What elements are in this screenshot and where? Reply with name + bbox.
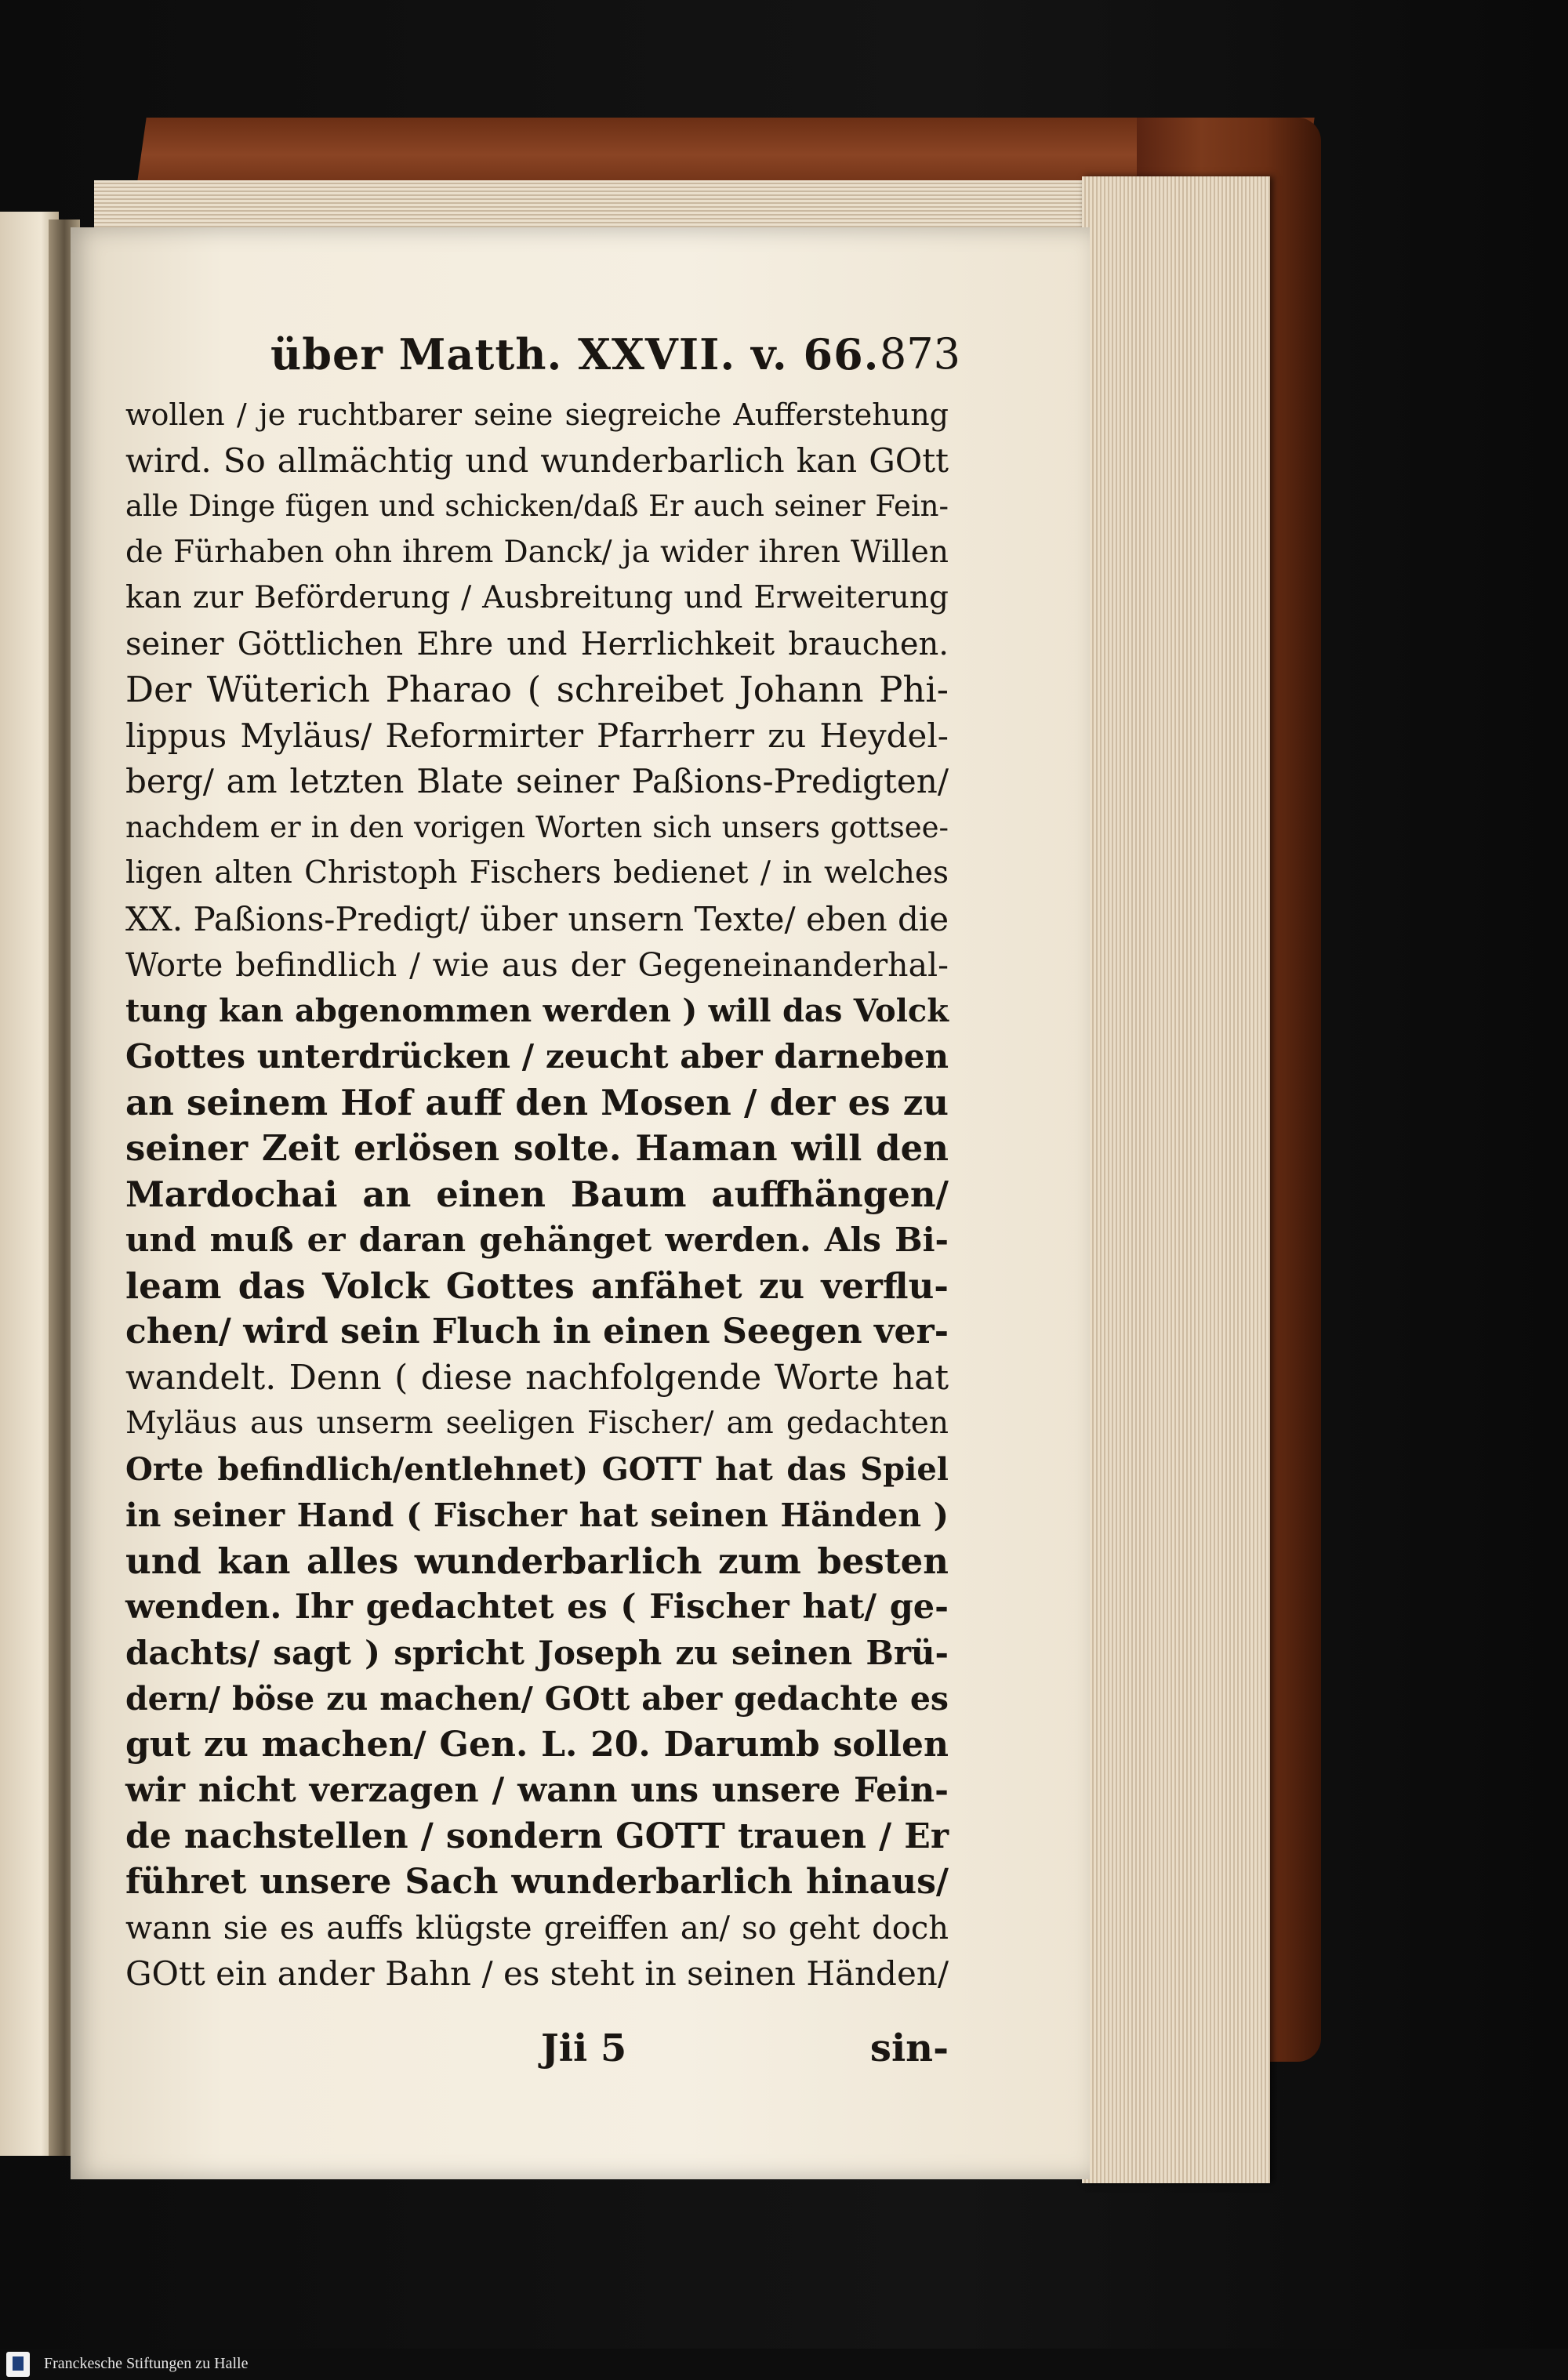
page-number: 873 (879, 329, 960, 379)
text-line: wird. So allmächtig und wunderbarlich kan GOtt (125, 441, 949, 480)
signature-mark: Jii 5 (541, 2026, 627, 2070)
text-line: wann sie es auffs klügste greiffen an/ so geht doch (125, 1910, 949, 1946)
text-line: XX. Paßions-Predigt/ über unsern Texte/ eben die (125, 899, 949, 938)
institution-name: Franckesche Stiftungen zu Halle (44, 2355, 249, 2372)
running-header (270, 329, 960, 384)
institution-bar (0, 2349, 1568, 2380)
text-line: seiner Göttlichen Ehre und Herrlichkeit brauchen. (125, 626, 949, 662)
text-line: de nachstellen / sondern GOTT trauen / Er (125, 1816, 949, 1856)
text-line: seiner Zeit erlösen solte. Haman will den (125, 1127, 949, 1169)
text-line: ligen alten Christoph Fischers bedienet / in welches (125, 855, 949, 891)
text-line: Der Wüterich Pharao ( schreibet Johann Phi- (125, 669, 949, 710)
text-line: führet unsere Sach wunderbarlich hinaus/ (125, 1862, 949, 1902)
page-edges-side (1082, 176, 1270, 2183)
institution-logo-icon (6, 2352, 30, 2377)
text-line: Myläus aus unserm seeligen Fischer/ am gedachten (125, 1406, 949, 1441)
page-footer (541, 2026, 949, 2081)
text-line: und muß er daran gehänget werden. Als Bi- (125, 1221, 949, 1259)
text-line: wir nicht verzagen / wann uns unsere Fein- (125, 1771, 949, 1810)
text-line: wandelt. Denn ( diese nachfolgende Worte hat (125, 1357, 949, 1398)
text-line: lippus Myläus/ Reformirter Pfarrherr zu Heydel- (125, 716, 949, 755)
text-line: dachts/ sagt ) spricht Joseph zu seinen Brü- (125, 1633, 949, 1672)
text-line: dern/ böse zu machen/ GOtt aber gedachte es (125, 1680, 949, 1718)
text-line: leam das Volck Gottes anfähet zu verflu- (125, 1264, 949, 1307)
text-line: berg/ am letzten Blate seiner Paßions-Predigten/ (125, 762, 949, 800)
text-line: de Fürhaben ohn ihrem Danck/ ja wider ihren Willen (125, 534, 949, 570)
catchword: sin- (869, 2026, 949, 2070)
page-text (125, 392, 949, 1997)
text-line: kan zur Beförderung / Ausbreitung und Erweiterung (125, 580, 949, 615)
text-line: an seinem Hof auff den Mosen / der es zu (125, 1081, 949, 1123)
text-line: und kan alles wunderbarlich zum besten (125, 1540, 949, 1582)
text-line: Worte befindlich / wie aus der Gegeneinanderhal- (125, 946, 949, 984)
text-line: chen/ wird sein Fluch in einen Seegen ver- (125, 1312, 949, 1351)
text-line: Mardochai an einen Baum auffhängen/ (125, 1173, 949, 1215)
text-line: tung kan abgenommen werden ) will das Volck (125, 992, 949, 1029)
text-line: nachdem er in den vorigen Worten sich unsers gottsee- (125, 810, 949, 844)
running-title: über Matth. XXVII. v. 66. (270, 329, 880, 379)
text-line: wenden. Ihr gedachtet es ( Fischer hat/ ge- (125, 1587, 949, 1627)
text-line: alle Dinge fügen und schicken/daß Er auch seiner Fein- (125, 489, 949, 523)
text-line: Gottes unterdrücken / zeucht aber darneben (125, 1037, 949, 1076)
text-line: gut zu machen/ Gen. L. 20. Darumb sollen (125, 1724, 949, 1765)
text-line: Orte befindlich/entlehnet) GOTT hat das Spiel (125, 1450, 949, 1488)
text-line: GOtt ein ander Bahn / es steht in seinen Händen/ (125, 1954, 949, 1993)
text-line: in seiner Hand ( Fischer hat seinen Händen ) (125, 1497, 949, 1534)
text-line: wollen / je ruchtbarer seine siegreiche Aufferstehung (125, 397, 949, 432)
